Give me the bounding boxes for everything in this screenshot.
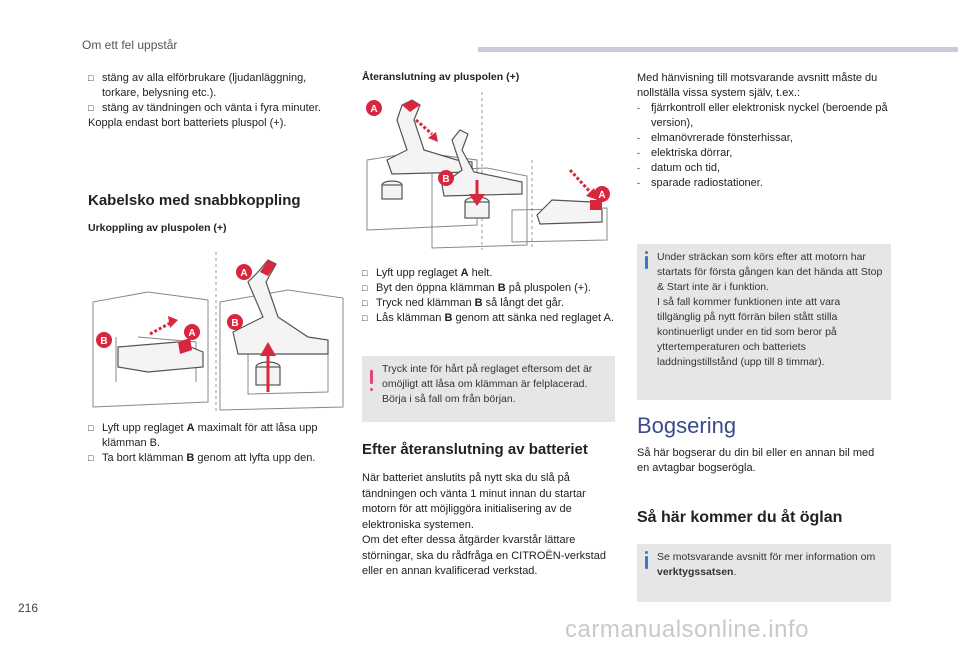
left-paragraph: Koppla endast bort batteriets pluspol (+).	[88, 117, 287, 129]
left-steps	[88, 421, 350, 466]
subheading: Återanslutning av pluspolen (+)	[362, 71, 520, 83]
label-b: B	[442, 174, 450, 185]
subheading: Urkoppling av pluspolen (+)	[88, 222, 227, 234]
list-item: □ Lyft upp reglaget A helt.	[362, 267, 493, 279]
list-item: - datum och tid,	[637, 162, 721, 174]
page-title: Bogsering	[637, 413, 737, 438]
list-item: □ Lås klämman B genom att sänka ned reglaget A.	[362, 312, 614, 324]
label-a: A	[598, 190, 606, 201]
list-item: □ stäng av tändningen och vänta i fyra minuter.	[88, 102, 321, 114]
page-number: 216	[18, 601, 39, 615]
label-b: B	[100, 336, 108, 347]
list-item: □ Ta bort klämman B genom att lyfta upp den.	[88, 452, 316, 464]
warning-box: Tryck inte för hårt på reglaget eftersom det är omöjligt att låsa om klämman är felplacerad. Börja i så fall om från början.	[362, 356, 615, 422]
watermark: carmanualsonline.info	[565, 616, 809, 643]
middle-paragraph: När batteriet anslutits på nytt ska du slå på tändningen och vänta 1 minut innan du startar motorn för att möjliggöra initialisering av de elektroniska systemen. Om det efter dessa åtgärder kvarstår lättare störningar, ska du rådfråga en CITROËN-verkstad eller en annan kvalificerad verkstad.	[362, 472, 606, 577]
checkbox-bullet-icon: □	[88, 423, 94, 433]
list-item: □ Byt den öppna klämman B på pluspolen (+).	[362, 282, 591, 294]
section-heading: Kabelsko med snabbkoppling	[88, 192, 301, 209]
list-item: □ Tryck ned klämman B så långt det går.	[362, 297, 564, 309]
list-item: - fjärrkontroll eller elektronisk nyckel (beroende på version),	[637, 102, 888, 129]
list-item: □ stäng av alla elförbrukare (ljudanläggning, torkare, belysning etc.).	[88, 72, 307, 99]
left-intro	[88, 71, 338, 131]
checkbox-bullet-icon: □	[362, 298, 368, 308]
label-a: A	[370, 104, 378, 115]
label-b: B	[231, 318, 239, 329]
info-icon	[645, 251, 648, 254]
battery-reconnect-figure	[362, 90, 612, 255]
checkbox-bullet-icon: □	[88, 103, 94, 113]
header-bar	[478, 47, 958, 52]
list-item: - elmanövrerade fönsterhissar,	[637, 132, 793, 144]
checkbox-bullet-icon: □	[88, 453, 94, 463]
checkbox-bullet-icon: □	[88, 73, 94, 83]
section-heading: Efter återanslutning av batteriet	[362, 441, 588, 458]
warning-icon	[370, 370, 373, 384]
checkbox-bullet-icon: □	[362, 313, 368, 323]
section-header: Om ett fel uppstår	[82, 38, 178, 52]
info-icon	[645, 551, 648, 554]
checkbox-bullet-icon: □	[362, 268, 368, 278]
reset-list: Med hänvisning till motsvarande avsnitt måste du nollställa vissa system själv, t.ex.: - fjärrkontroll eller elektronisk nyckel (beroende på version), - elmanövrerade fönsterhissar, - elektriska dörrar, - datum och tid, - sparade radiostationer.	[637, 71, 892, 191]
info-box: Under sträckan som körs efter att motorn har startats för första gången kan det hända att Stop & Start inte är i funktion. I så fall kommer funktionen inte att vara tillgänglig på nytt förrän bilen stått stilla kontinuerligt under en tid som beror på yttertemperaturen och batteriets laddningstillstånd (upp till 8 timmar).	[637, 244, 891, 400]
list-item: □ Lyft upp reglaget A maximalt för att låsa upp klämman B.	[88, 422, 318, 449]
info-box: Se motsvarande avsnitt för mer information om verktygssatsen.	[637, 544, 891, 602]
list-item: - sparade radiostationer.	[637, 177, 763, 189]
checkbox-bullet-icon: □	[362, 283, 368, 293]
label-a: A	[240, 268, 248, 279]
section-heading: Så här kommer du åt öglan	[637, 509, 843, 526]
right-paragraph: Så här bogserar du din bil eller en annan bil med en avtagbar bogserögla.	[637, 447, 875, 474]
battery-disconnect-figure	[88, 242, 348, 417]
list-item: - elektriska dörrar,	[637, 147, 733, 159]
middle-steps	[362, 266, 617, 326]
label-a: A	[188, 328, 196, 339]
